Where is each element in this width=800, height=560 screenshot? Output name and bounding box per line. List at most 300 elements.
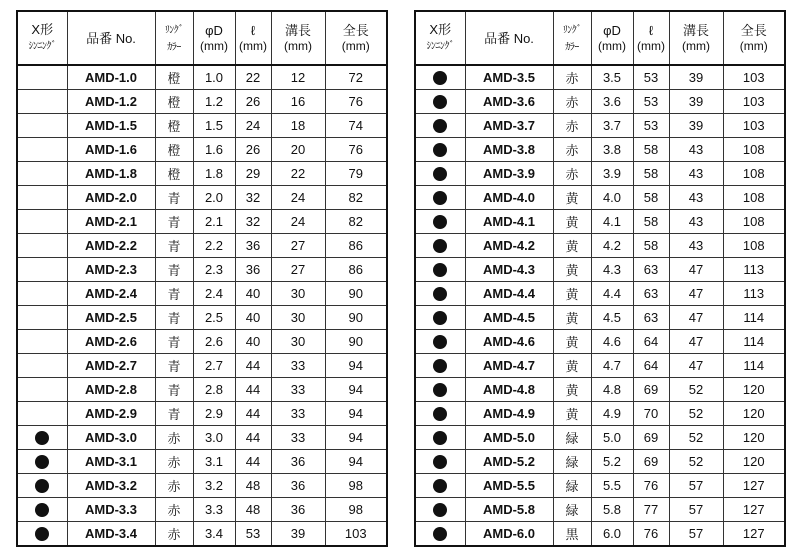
part-number-cell: AMD-4.1 [465, 210, 553, 234]
xshape-cell [415, 330, 465, 354]
ring-color-cell: 青 [155, 258, 193, 282]
groove-length-cell: 57 [669, 474, 723, 498]
diameter-cell: 4.7 [591, 354, 633, 378]
xshape-cell [17, 282, 67, 306]
xshape-cell [415, 450, 465, 474]
table-row [415, 498, 785, 522]
header-part-no: 品番 No. [465, 11, 553, 65]
x-shape-thinning-dot-icon [35, 527, 49, 541]
xshape-cell [17, 522, 67, 547]
ring-color-cell: 青 [155, 354, 193, 378]
table-row [17, 330, 387, 354]
ring-color-cell: 青 [155, 282, 193, 306]
total-length-cell: 76 [325, 138, 387, 162]
groove-length-cell: 36 [271, 498, 325, 522]
part-number-cell: AMD-3.6 [465, 90, 553, 114]
groove-length-cell: 24 [271, 186, 325, 210]
header-total-length: 全長 (mm) [723, 11, 785, 65]
ring-color-cell: 緑 [553, 450, 591, 474]
part-number-cell: AMD-2.4 [67, 282, 155, 306]
diameter-cell: 5.5 [591, 474, 633, 498]
xshape-cell [415, 282, 465, 306]
xshape-cell [17, 65, 67, 90]
header-groove-length: 溝長 (mm) [669, 11, 723, 65]
ring-color-cell: 黄 [553, 186, 591, 210]
table-row [415, 138, 785, 162]
part-number-cell: AMD-3.7 [465, 114, 553, 138]
xshape-cell [17, 258, 67, 282]
ring-color-cell: 橙 [155, 114, 193, 138]
total-length-cell: 120 [723, 378, 785, 402]
total-length-cell: 74 [325, 114, 387, 138]
length-cell: 29 [235, 162, 271, 186]
length-cell: 76 [633, 522, 669, 547]
xshape-cell [17, 354, 67, 378]
xshape-cell [415, 258, 465, 282]
groove-length-cell: 43 [669, 186, 723, 210]
diameter-cell: 5.8 [591, 498, 633, 522]
table-row [17, 378, 387, 402]
part-number-cell: AMD-1.6 [67, 138, 155, 162]
diameter-cell: 2.1 [193, 210, 235, 234]
groove-length-cell: 36 [271, 450, 325, 474]
xshape-cell [415, 234, 465, 258]
part-number-cell: AMD-3.9 [465, 162, 553, 186]
table-row [415, 378, 785, 402]
total-length-cell: 114 [723, 306, 785, 330]
header-length: ℓ (mm) [633, 11, 669, 65]
part-number-cell: AMD-5.5 [465, 474, 553, 498]
diameter-cell: 6.0 [591, 522, 633, 547]
groove-length-cell: 47 [669, 330, 723, 354]
xshape-cell [415, 65, 465, 90]
length-cell: 22 [235, 65, 271, 90]
diameter-cell: 4.5 [591, 306, 633, 330]
table-row [17, 354, 387, 378]
groove-length-cell: 27 [271, 258, 325, 282]
groove-length-cell: 43 [669, 210, 723, 234]
x-shape-thinning-dot-icon [433, 311, 447, 325]
ring-color-cell: 赤 [155, 522, 193, 547]
part-number-cell: AMD-4.6 [465, 330, 553, 354]
table-row [17, 522, 387, 547]
length-cell: 32 [235, 210, 271, 234]
table-row [415, 402, 785, 426]
diameter-cell: 3.5 [591, 65, 633, 90]
groove-length-cell: 39 [669, 90, 723, 114]
x-shape-thinning-dot-icon [433, 503, 447, 517]
part-number-cell: AMD-2.7 [67, 354, 155, 378]
total-length-cell: 79 [325, 162, 387, 186]
table-row [17, 186, 387, 210]
diameter-cell: 2.0 [193, 186, 235, 210]
x-shape-thinning-dot-icon [433, 215, 447, 229]
header-row [17, 11, 387, 65]
part-number-cell: AMD-3.5 [465, 65, 553, 90]
xshape-cell [17, 474, 67, 498]
xshape-cell [17, 330, 67, 354]
total-length-cell: 90 [325, 330, 387, 354]
total-length-cell: 108 [723, 162, 785, 186]
total-length-cell: 103 [723, 114, 785, 138]
part-number-cell: AMD-1.2 [67, 90, 155, 114]
part-number-cell: AMD-4.2 [465, 234, 553, 258]
total-length-cell: 108 [723, 138, 785, 162]
part-number-cell: AMD-3.1 [67, 450, 155, 474]
header-total-length: 全長 (mm) [325, 11, 387, 65]
header-diameter: φD (mm) [193, 11, 235, 65]
length-cell: 58 [633, 138, 669, 162]
total-length-cell: 103 [325, 522, 387, 547]
groove-length-cell: 20 [271, 138, 325, 162]
total-length-cell: 103 [723, 90, 785, 114]
x-shape-thinning-dot-icon [433, 143, 447, 157]
groove-length-cell: 27 [271, 234, 325, 258]
length-cell: 63 [633, 258, 669, 282]
ring-color-cell: 青 [155, 330, 193, 354]
diameter-cell: 4.6 [591, 330, 633, 354]
table-row [17, 450, 387, 474]
diameter-cell: 2.9 [193, 402, 235, 426]
total-length-cell: 113 [723, 258, 785, 282]
diameter-cell: 1.2 [193, 90, 235, 114]
length-cell: 26 [235, 138, 271, 162]
diameter-cell: 1.6 [193, 138, 235, 162]
ring-color-cell: 赤 [553, 65, 591, 90]
diameter-cell: 3.1 [193, 450, 235, 474]
ring-color-cell: 青 [155, 210, 193, 234]
diameter-cell: 2.7 [193, 354, 235, 378]
ring-color-cell: 黄 [553, 306, 591, 330]
xshape-cell [17, 234, 67, 258]
total-length-cell: 108 [723, 210, 785, 234]
length-cell: 36 [235, 258, 271, 282]
groove-length-cell: 30 [271, 306, 325, 330]
x-shape-thinning-dot-icon [433, 383, 447, 397]
groove-length-cell: 52 [669, 402, 723, 426]
ring-color-cell: 緑 [553, 498, 591, 522]
groove-length-cell: 43 [669, 234, 723, 258]
xshape-cell [17, 138, 67, 162]
groove-length-cell: 47 [669, 282, 723, 306]
length-cell: 58 [633, 234, 669, 258]
ring-color-cell: 赤 [553, 138, 591, 162]
total-length-cell: 94 [325, 378, 387, 402]
header-row [415, 11, 785, 65]
xshape-cell [17, 498, 67, 522]
part-number-cell: AMD-4.8 [465, 378, 553, 402]
total-length-cell: 120 [723, 426, 785, 450]
length-cell: 40 [235, 306, 271, 330]
total-length-cell: 120 [723, 450, 785, 474]
groove-length-cell: 43 [669, 162, 723, 186]
total-length-cell: 98 [325, 498, 387, 522]
table-row [415, 450, 785, 474]
groove-length-cell: 12 [271, 65, 325, 90]
xshape-cell [415, 306, 465, 330]
total-length-cell: 94 [325, 450, 387, 474]
ring-color-cell: 橙 [155, 90, 193, 114]
part-number-cell: AMD-3.4 [67, 522, 155, 547]
header-part-no: 品番 No. [67, 11, 155, 65]
part-number-cell: AMD-3.2 [67, 474, 155, 498]
part-number-cell: AMD-2.5 [67, 306, 155, 330]
total-length-cell: 86 [325, 258, 387, 282]
x-shape-thinning-dot-icon [433, 263, 447, 277]
table-row [17, 234, 387, 258]
table-row [17, 65, 387, 90]
diameter-cell: 3.3 [193, 498, 235, 522]
diameter-cell: 3.8 [591, 138, 633, 162]
part-number-cell: AMD-2.6 [67, 330, 155, 354]
length-cell: 64 [633, 354, 669, 378]
length-cell: 44 [235, 402, 271, 426]
part-number-cell: AMD-4.4 [465, 282, 553, 306]
length-cell: 70 [633, 402, 669, 426]
length-cell: 48 [235, 498, 271, 522]
table-row [17, 114, 387, 138]
table-row [17, 138, 387, 162]
length-cell: 53 [235, 522, 271, 547]
table-row [415, 210, 785, 234]
xshape-cell [17, 162, 67, 186]
table-row [17, 426, 387, 450]
diameter-cell: 5.2 [591, 450, 633, 474]
x-shape-thinning-dot-icon [433, 455, 447, 469]
xshape-cell [17, 378, 67, 402]
x-shape-thinning-dot-icon [35, 431, 49, 445]
groove-length-cell: 47 [669, 258, 723, 282]
table-row [415, 258, 785, 282]
x-shape-thinning-dot-icon [35, 455, 49, 469]
length-cell: 76 [633, 474, 669, 498]
total-length-cell: 82 [325, 186, 387, 210]
xshape-cell [17, 90, 67, 114]
part-number-cell: AMD-5.8 [465, 498, 553, 522]
ring-color-cell: 黄 [553, 354, 591, 378]
ring-color-cell: 赤 [155, 474, 193, 498]
groove-length-cell: 52 [669, 450, 723, 474]
length-cell: 26 [235, 90, 271, 114]
part-number-cell: AMD-2.0 [67, 186, 155, 210]
ring-color-cell: 黄 [553, 402, 591, 426]
xshape-cell [415, 498, 465, 522]
total-length-cell: 114 [723, 330, 785, 354]
length-cell: 24 [235, 114, 271, 138]
ring-color-cell: 橙 [155, 65, 193, 90]
total-length-cell: 108 [723, 186, 785, 210]
x-shape-thinning-dot-icon [433, 431, 447, 445]
diameter-cell: 2.4 [193, 282, 235, 306]
diameter-cell: 3.7 [591, 114, 633, 138]
length-cell: 44 [235, 426, 271, 450]
xshape-cell [415, 186, 465, 210]
total-length-cell: 94 [325, 426, 387, 450]
diameter-cell: 1.8 [193, 162, 235, 186]
groove-length-cell: 16 [271, 90, 325, 114]
groove-length-cell: 33 [271, 378, 325, 402]
ring-color-cell: 青 [155, 234, 193, 258]
length-cell: 63 [633, 306, 669, 330]
length-cell: 44 [235, 450, 271, 474]
diameter-cell: 2.6 [193, 330, 235, 354]
x-shape-thinning-dot-icon [433, 479, 447, 493]
xshape-cell [415, 426, 465, 450]
part-number-cell: AMD-1.5 [67, 114, 155, 138]
ring-color-cell: 赤 [553, 114, 591, 138]
ring-color-cell: 黄 [553, 234, 591, 258]
diameter-cell: 3.9 [591, 162, 633, 186]
table-row [415, 306, 785, 330]
groove-length-cell: 52 [669, 378, 723, 402]
groove-length-cell: 30 [271, 282, 325, 306]
ring-color-cell: 青 [155, 186, 193, 210]
table-row [415, 354, 785, 378]
x-shape-thinning-dot-icon [35, 503, 49, 517]
table-row [17, 258, 387, 282]
groove-length-cell: 52 [669, 426, 723, 450]
part-number-cell: AMD-2.2 [67, 234, 155, 258]
spec-table-left [16, 10, 388, 547]
part-number-cell: AMD-5.2 [465, 450, 553, 474]
part-number-cell: AMD-2.3 [67, 258, 155, 282]
table-row [415, 90, 785, 114]
table-row [17, 162, 387, 186]
diameter-cell: 2.5 [193, 306, 235, 330]
x-shape-thinning-dot-icon [433, 335, 447, 349]
ring-color-cell: 黄 [553, 282, 591, 306]
total-length-cell: 94 [325, 402, 387, 426]
total-length-cell: 103 [723, 65, 785, 90]
diameter-cell: 4.3 [591, 258, 633, 282]
table-row [17, 90, 387, 114]
diameter-cell: 4.8 [591, 378, 633, 402]
groove-length-cell: 47 [669, 306, 723, 330]
diameter-cell: 4.9 [591, 402, 633, 426]
groove-length-cell: 33 [271, 402, 325, 426]
groove-length-cell: 30 [271, 330, 325, 354]
diameter-cell: 2.2 [193, 234, 235, 258]
groove-length-cell: 39 [669, 65, 723, 90]
ring-color-cell: 黄 [553, 210, 591, 234]
header-length: ℓ (mm) [235, 11, 271, 65]
ring-color-cell: 赤 [155, 426, 193, 450]
groove-length-cell: 57 [669, 522, 723, 547]
length-cell: 44 [235, 378, 271, 402]
length-cell: 36 [235, 234, 271, 258]
x-shape-thinning-dot-icon [433, 119, 447, 133]
table-row [415, 426, 785, 450]
table-row [415, 186, 785, 210]
x-shape-thinning-dot-icon [433, 167, 447, 181]
part-number-cell: AMD-6.0 [465, 522, 553, 547]
part-number-cell: AMD-4.3 [465, 258, 553, 282]
diameter-cell: 2.3 [193, 258, 235, 282]
x-shape-thinning-dot-icon [433, 71, 447, 85]
groove-length-cell: 36 [271, 474, 325, 498]
diameter-cell: 3.2 [193, 474, 235, 498]
diameter-cell: 4.0 [591, 186, 633, 210]
header-diameter: φD (mm) [591, 11, 633, 65]
x-shape-thinning-dot-icon [433, 95, 447, 109]
diameter-cell: 1.0 [193, 65, 235, 90]
x-shape-thinning-dot-icon [433, 359, 447, 373]
xshape-cell [17, 306, 67, 330]
x-shape-thinning-dot-icon [35, 479, 49, 493]
total-length-cell: 86 [325, 234, 387, 258]
xshape-cell [415, 354, 465, 378]
part-number-cell: AMD-4.5 [465, 306, 553, 330]
length-cell: 44 [235, 354, 271, 378]
total-length-cell: 114 [723, 354, 785, 378]
ring-color-cell: 青 [155, 402, 193, 426]
x-shape-thinning-dot-icon [433, 527, 447, 541]
length-cell: 32 [235, 186, 271, 210]
ring-color-cell: 緑 [553, 474, 591, 498]
length-cell: 53 [633, 90, 669, 114]
length-cell: 64 [633, 330, 669, 354]
total-length-cell: 72 [325, 65, 387, 90]
ring-color-cell: 赤 [155, 450, 193, 474]
ring-color-cell: 黄 [553, 378, 591, 402]
x-shape-thinning-dot-icon [433, 191, 447, 205]
ring-color-cell: 青 [155, 306, 193, 330]
groove-length-cell: 24 [271, 210, 325, 234]
part-number-cell: AMD-4.0 [465, 186, 553, 210]
length-cell: 40 [235, 282, 271, 306]
table-row [17, 498, 387, 522]
groove-length-cell: 22 [271, 162, 325, 186]
diameter-cell: 3.6 [591, 90, 633, 114]
total-length-cell: 120 [723, 402, 785, 426]
ring-color-cell: 青 [155, 378, 193, 402]
groove-length-cell: 33 [271, 354, 325, 378]
table-row [17, 306, 387, 330]
ring-color-cell: 黒 [553, 522, 591, 547]
table-row [415, 522, 785, 547]
length-cell: 48 [235, 474, 271, 498]
total-length-cell: 94 [325, 354, 387, 378]
xshape-cell [17, 450, 67, 474]
diameter-cell: 4.2 [591, 234, 633, 258]
table-row [415, 65, 785, 90]
length-cell: 77 [633, 498, 669, 522]
length-cell: 63 [633, 282, 669, 306]
xshape-cell [415, 378, 465, 402]
ring-color-cell: 赤 [553, 90, 591, 114]
total-length-cell: 90 [325, 282, 387, 306]
part-number-cell: AMD-3.3 [67, 498, 155, 522]
table-row [415, 282, 785, 306]
diameter-cell: 4.4 [591, 282, 633, 306]
length-cell: 53 [633, 65, 669, 90]
table-row [17, 402, 387, 426]
xshape-cell [415, 162, 465, 186]
part-number-cell: AMD-2.9 [67, 402, 155, 426]
xshape-cell [17, 186, 67, 210]
groove-length-cell: 47 [669, 354, 723, 378]
part-number-cell: AMD-1.8 [67, 162, 155, 186]
xshape-cell [17, 402, 67, 426]
xshape-cell [17, 114, 67, 138]
header-ring-color: ﾘﾝｸﾞ ｶﾗｰ [155, 11, 193, 65]
total-length-cell: 90 [325, 306, 387, 330]
length-cell: 40 [235, 330, 271, 354]
diameter-cell: 5.0 [591, 426, 633, 450]
total-length-cell: 98 [325, 474, 387, 498]
part-number-cell: AMD-3.8 [465, 138, 553, 162]
header-groove-length: 溝長 (mm) [271, 11, 325, 65]
